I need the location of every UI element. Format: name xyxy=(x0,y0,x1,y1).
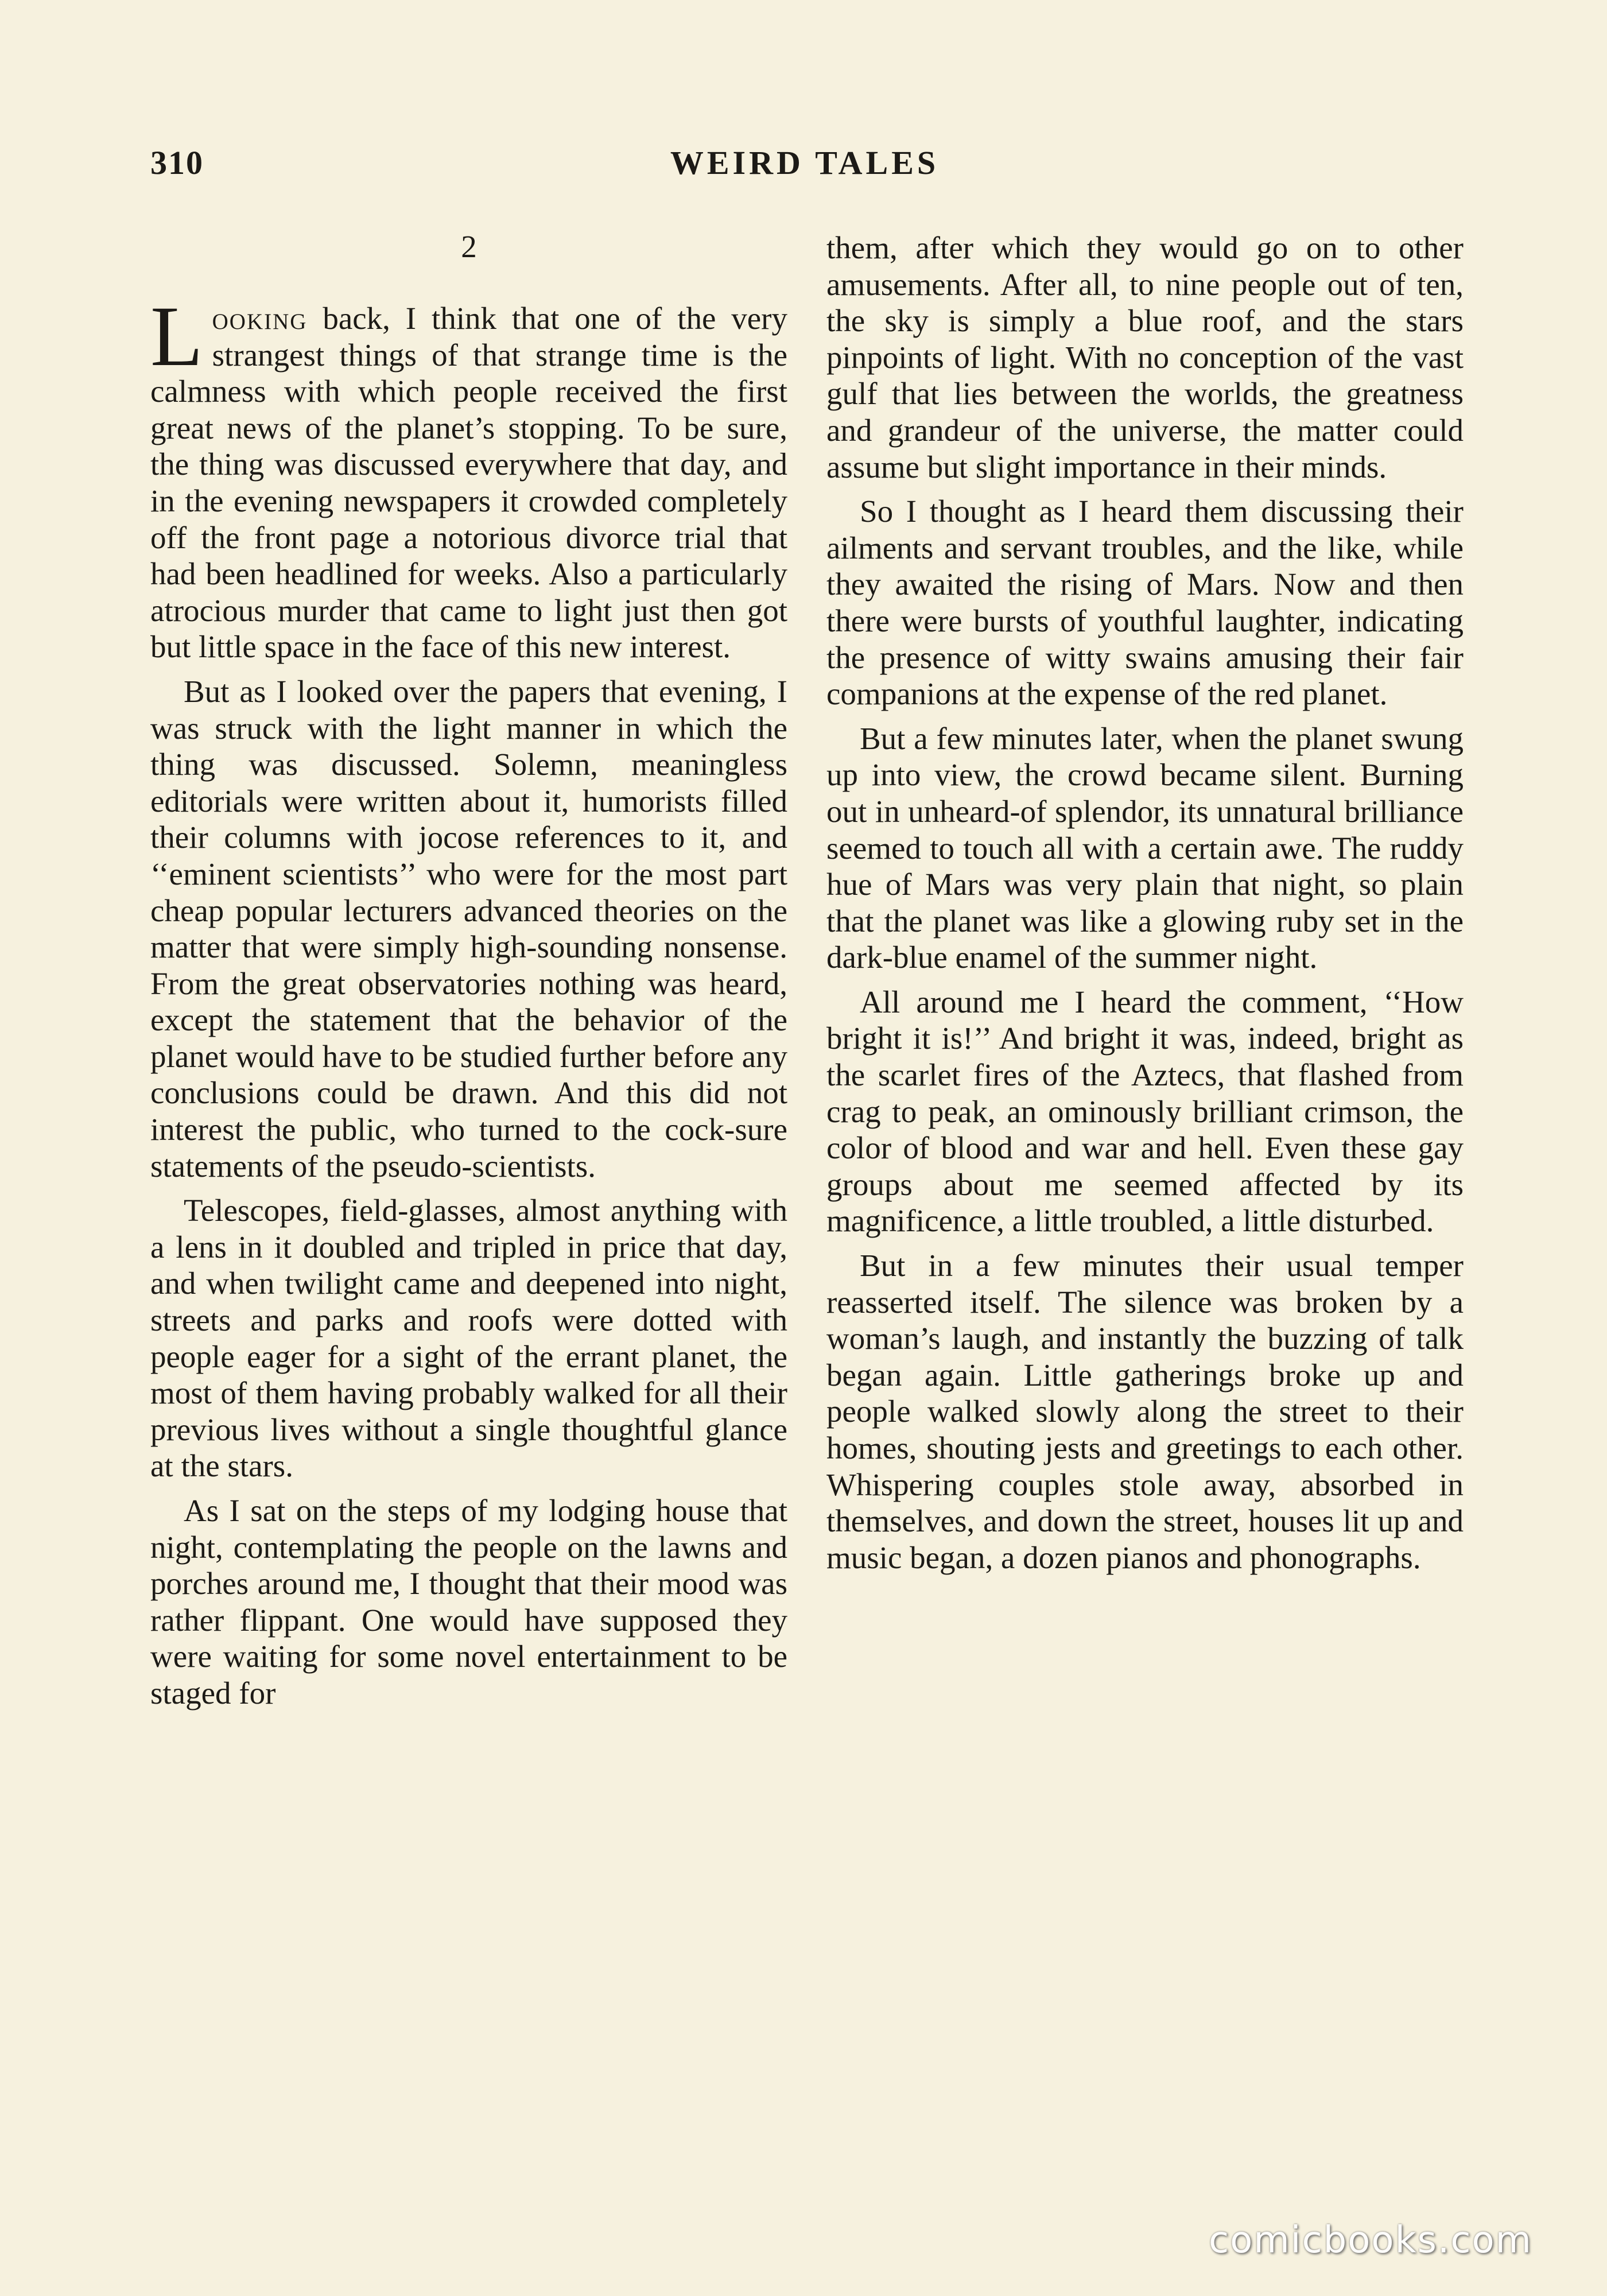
paragraph-3: Telescopes, field-glasses, almost anything with a lens in it doubled and tripled in price that day, and when twilight came and deepened into night, streets and parks and roofs were dotted with people eager for a sight of the errant planet, the most of them having probably walked for all their previous lives without a single thoughtful glance at the stars. xyxy=(150,1193,787,1484)
paragraph-9: But in a few minutes their usual temper reasserted itself. The silence was broken by a woman’s laugh, and instantly the buzzing of talk began again. Little gatherings broke up and people walked slowly along the street to their homes, shouting jests and greetings to each other. Whispering couples stole away, absorbed in themselves, and down the street, houses lit up and music began, a dozen pianos and phonographs. xyxy=(826,1248,1464,1575)
paragraph-6: So I thought as I heard them discussing their ailments and servant troubles, and the like, while they awaited the rising of Mars. Now and then there were bursts of youthful laughter, indicating the presence of witty swains amusing their fair companions at the expense of the red planet. xyxy=(826,494,1464,712)
paragraph-text: back, I think that one of the very strangest things of that strange time is the calmness with which people received the first great news of the planet’s stopping. To be sure, the thing was discussed everywhere that day, and in the evening newspapers it crowded completely off the front page a notorious divorce trial that had been headlined for weeks. Also a particularly atrocious murder that came to light just then got but little space in the face of this new interest. xyxy=(150,301,787,665)
page-header xyxy=(150,144,1459,189)
first-word-smallcaps: ooking xyxy=(212,301,308,336)
page-number: 310 xyxy=(150,144,204,181)
running-title: WEIRD TALES xyxy=(670,144,940,181)
paragraph-7: But a few minutes later, when the planet swung up into view, the crowd became silent. Burning out in unheard-of splendor, its unnatural brilliance seemed to touch all with a certain awe. The ruddy hue of Mars was very plain that night, so plain that the planet was like a glowing ruby set in the dark-blue enamel of the summer night. xyxy=(826,720,1464,975)
drop-cap: L xyxy=(150,289,203,384)
left-column xyxy=(150,227,787,1720)
watermark: comicbooks.com xyxy=(1208,2219,1532,2262)
paragraph-2: But as I looked over the papers that evening, I was struck with the light manner in which the thing was discussed. Solemn, meaningless editorials were written about it, humorists filled their columns with jocose references to it, and ‘‘eminent scientists’’ who were for the most part cheap popular lecturers advanced theories on the matter that were simply high-sounding nonsense. From the great observatories nothing was heard, except the statement that the behavior of the planet would have to be studied further before any conclusions could be drawn. And this did not interest the public, who turned to the cock-sure statements of the pseudo-scientists. xyxy=(150,673,787,1184)
paragraph-5: them, after which they would go on to other amusements. After all, to nine people out of ten, the sky is simply a blue roof, and the stars pinpoints of light. With no conception of the vast gulf that lies between the worlds, the greatness and grandeur of the universe, the matter could assume but slight importance in their minds. xyxy=(826,230,1464,484)
section-number: 2 xyxy=(461,229,477,264)
paragraph-8: All around me I heard the comment, ‘‘How bright it is!’’ And bright it was, indeed, bright as the scarlet fires of the Aztecs, that flashed from crag to peak, an ominously brilliant crimson, the color of blood and war and hell. Even these gay groups about me seemed affected by its magnificence, a little troubled, a little disturbed. xyxy=(826,984,1464,1239)
paragraph-1 xyxy=(150,289,787,665)
paragraph-4: As I sat on the steps of my lodging house that night, contemplating the people on the lawns and porches around me, I thought that their mood was rather flippant. One would have supposed they were waiting for some novel entertainment to be staged for xyxy=(150,1493,787,1711)
right-column xyxy=(826,230,1464,1584)
